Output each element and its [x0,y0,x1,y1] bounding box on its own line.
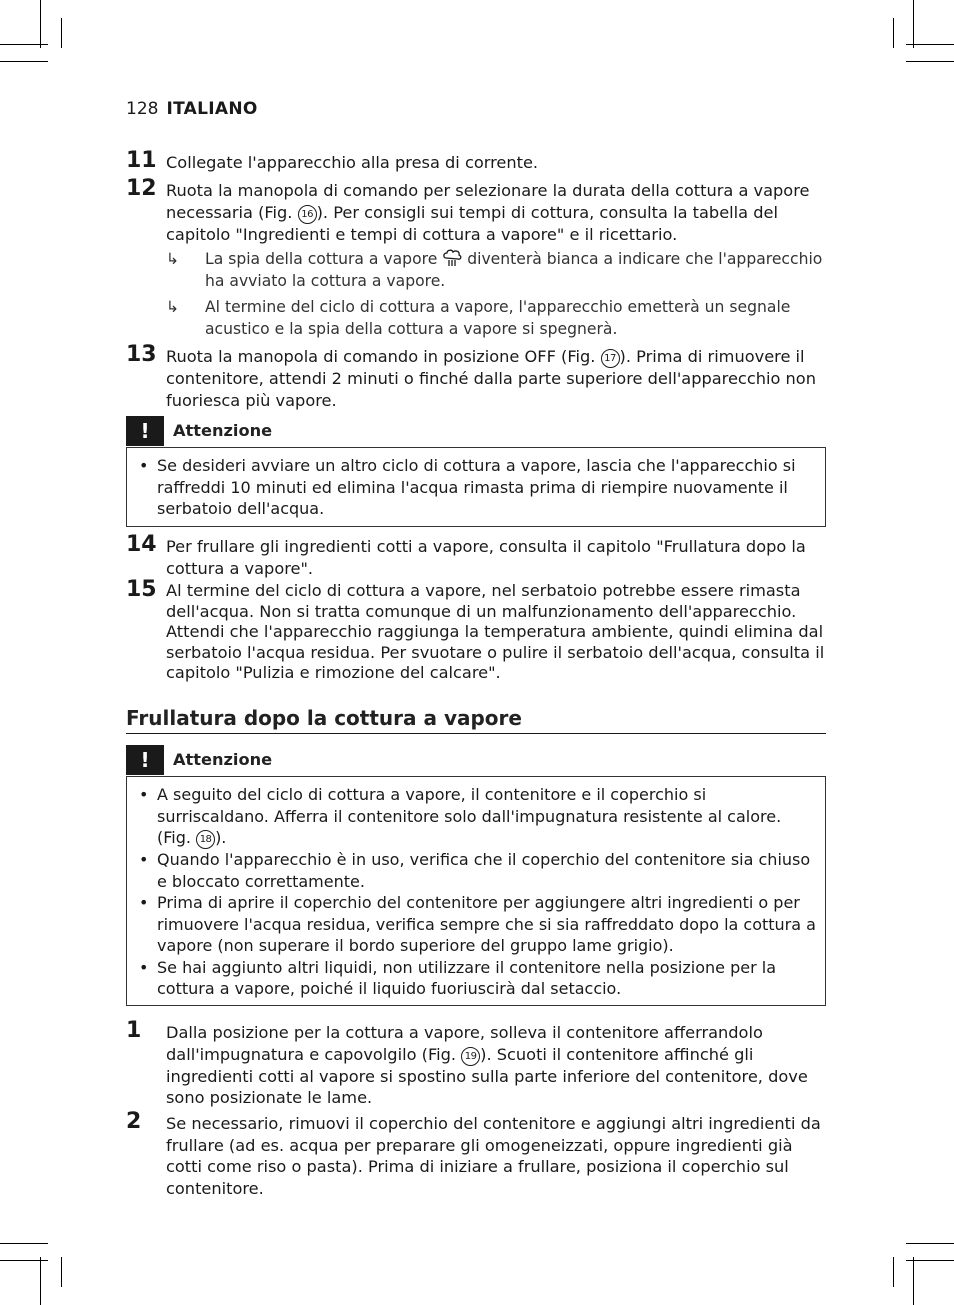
step-text: Al termine del ciclo di cottura a vapore, nel serbatoio potrebbe essere rimasta dell'acqua. Non si tratta comunque di un malfunzionamento dell'apparecchio. Attendi che l'apparecchio raggiunga la temperatura ambiente, quindi elimina dal serbatoio l'acqua residua. Per svuotare o pulire il serbatoio dell'acqua, consulta il capitolo "Pulizia e rimozione del calcare". [166,581,825,682]
step-text: Se necessario, rimuovi il coperchio del contenitore e aggiungi altri ingredienti da frullare (ad es. acqua per preparare gli omogeneizzati, oppure ingredienti già cotti come riso o pasta). Prima di iniziare a frullare, posiziona il coperchio sul contenitore. [166,1114,821,1198]
step-number: 15 [126,577,157,602]
warning-icon: ! [126,416,164,446]
caution-label: Attenzione [173,750,273,769]
step-number: 14 [126,532,157,557]
language-label: ITALIANO [166,99,258,119]
figure-reference: 17 [601,349,620,368]
step-12 [126,176,826,245]
caution-header [126,416,826,446]
result-item: ↳ Al termine del ciclo di cottura a vapore, l'apparecchio emetterà un segnale acustico e la spia della cottura a vapore si spegnerà. [166,298,791,338]
step-1 [126,1018,826,1109]
step-text: Collegate l'apparecchio alla presa di corrente. [166,153,539,172]
result-arrow: ↳ [166,298,180,316]
step-number: 13 [126,342,157,367]
caution-bullet: • Se desideri avviare un altro ciclo di cottura a vapore, lascia che l'apparecchio si raffreddi 10 minuti ed elimina l'acqua rimasta prima di riempire nuovamente il serbatoio dell'acqua. [139,456,796,518]
step-text: Per frullare gli ingredienti cotti a vapore, consulta il capitolo "Frullatura dopo la cottura a vapore". [166,537,806,578]
caution-bullet: • Quando l'apparecchio è in uso, verifica che il coperchio del contenitore sia chiuso e bloccato correttamente. [139,850,811,891]
step-15 [126,577,826,684]
warning-icon: ! [126,745,164,775]
step-11 [126,148,826,174]
figure-reference: 18 [196,830,215,849]
page-number: 128 [126,99,159,119]
caution-label: Attenzione [173,421,273,440]
steam-icon [442,249,462,267]
caution-bullet: • Se hai aggiunto altri liquidi, non utilizzare il contenitore nella posizione per la cottura a vapore, poiché il liquido fuoriuscirà dal setaccio. [139,957,776,998]
caution-box [126,776,826,1006]
caution-bullet: • Prima di aprire il coperchio del contenitore per aggiungere altri ingredienti o per rimuovere l'acqua residua, verifica sempre che si sia raffreddato dopo la cottura a vapore (non superare il bordo superiore del gruppo lame grigio). [139,893,816,955]
section-title: Frullatura dopo la cottura a vapore [126,706,826,734]
caution-bullet: • A seguito del ciclo di cottura a vapore, il contenitore e il coperchio si surriscaldano. Afferra il contenitore solo dall'impugnatura resistente al calore. (Fig. 18 ). [139,785,782,847]
figure-reference: 19 [461,1047,480,1066]
caution-box [126,447,826,527]
step-14 [126,532,826,579]
step-13 [126,342,826,411]
figure-reference: 16 [298,205,317,224]
step-number: 12 [126,176,157,201]
step-text: Dalla posizione per la cottura a vapore, solleva il contenitore afferrandolo dall'impugnatura e capovolgilo (Fig. 19 ). Scuoti il contenitore affinché gli ingredienti cotti al vapore si spostino sulla parte inferiore del contenitore, dove sono posizionate le lame. [166,1023,808,1107]
step-number: 2 [126,1109,142,1134]
result-arrow: ↳ [166,250,180,268]
caution-header [126,745,826,775]
step-text: Ruota la manopola di comando per selezionare la durata della cottura a vapore necessaria (Fig. 16 ). Per consigli sui tempi di cottura, consulta la tabella del capitolo "Ingredienti e tempi di cottura a vapore" e il ricettario. [166,181,810,244]
page-header [126,99,258,119]
step-2 [126,1109,826,1199]
step-number: 1 [126,1018,142,1043]
step-text: Ruota la manopola di comando in posizione OFF (Fig. 17 ). Prima di rimuovere il contenitore, attendi 2 minuti o finché dalla parte superiore dell'apparecchio non fuoriesca più vapore. [166,347,816,410]
step-number: 11 [126,148,157,173]
result-item: ↳ La spia della cottura a vapore diventerà bianca a indicare che l'apparecchio ha avviato la cottura a vapore. [166,250,823,290]
